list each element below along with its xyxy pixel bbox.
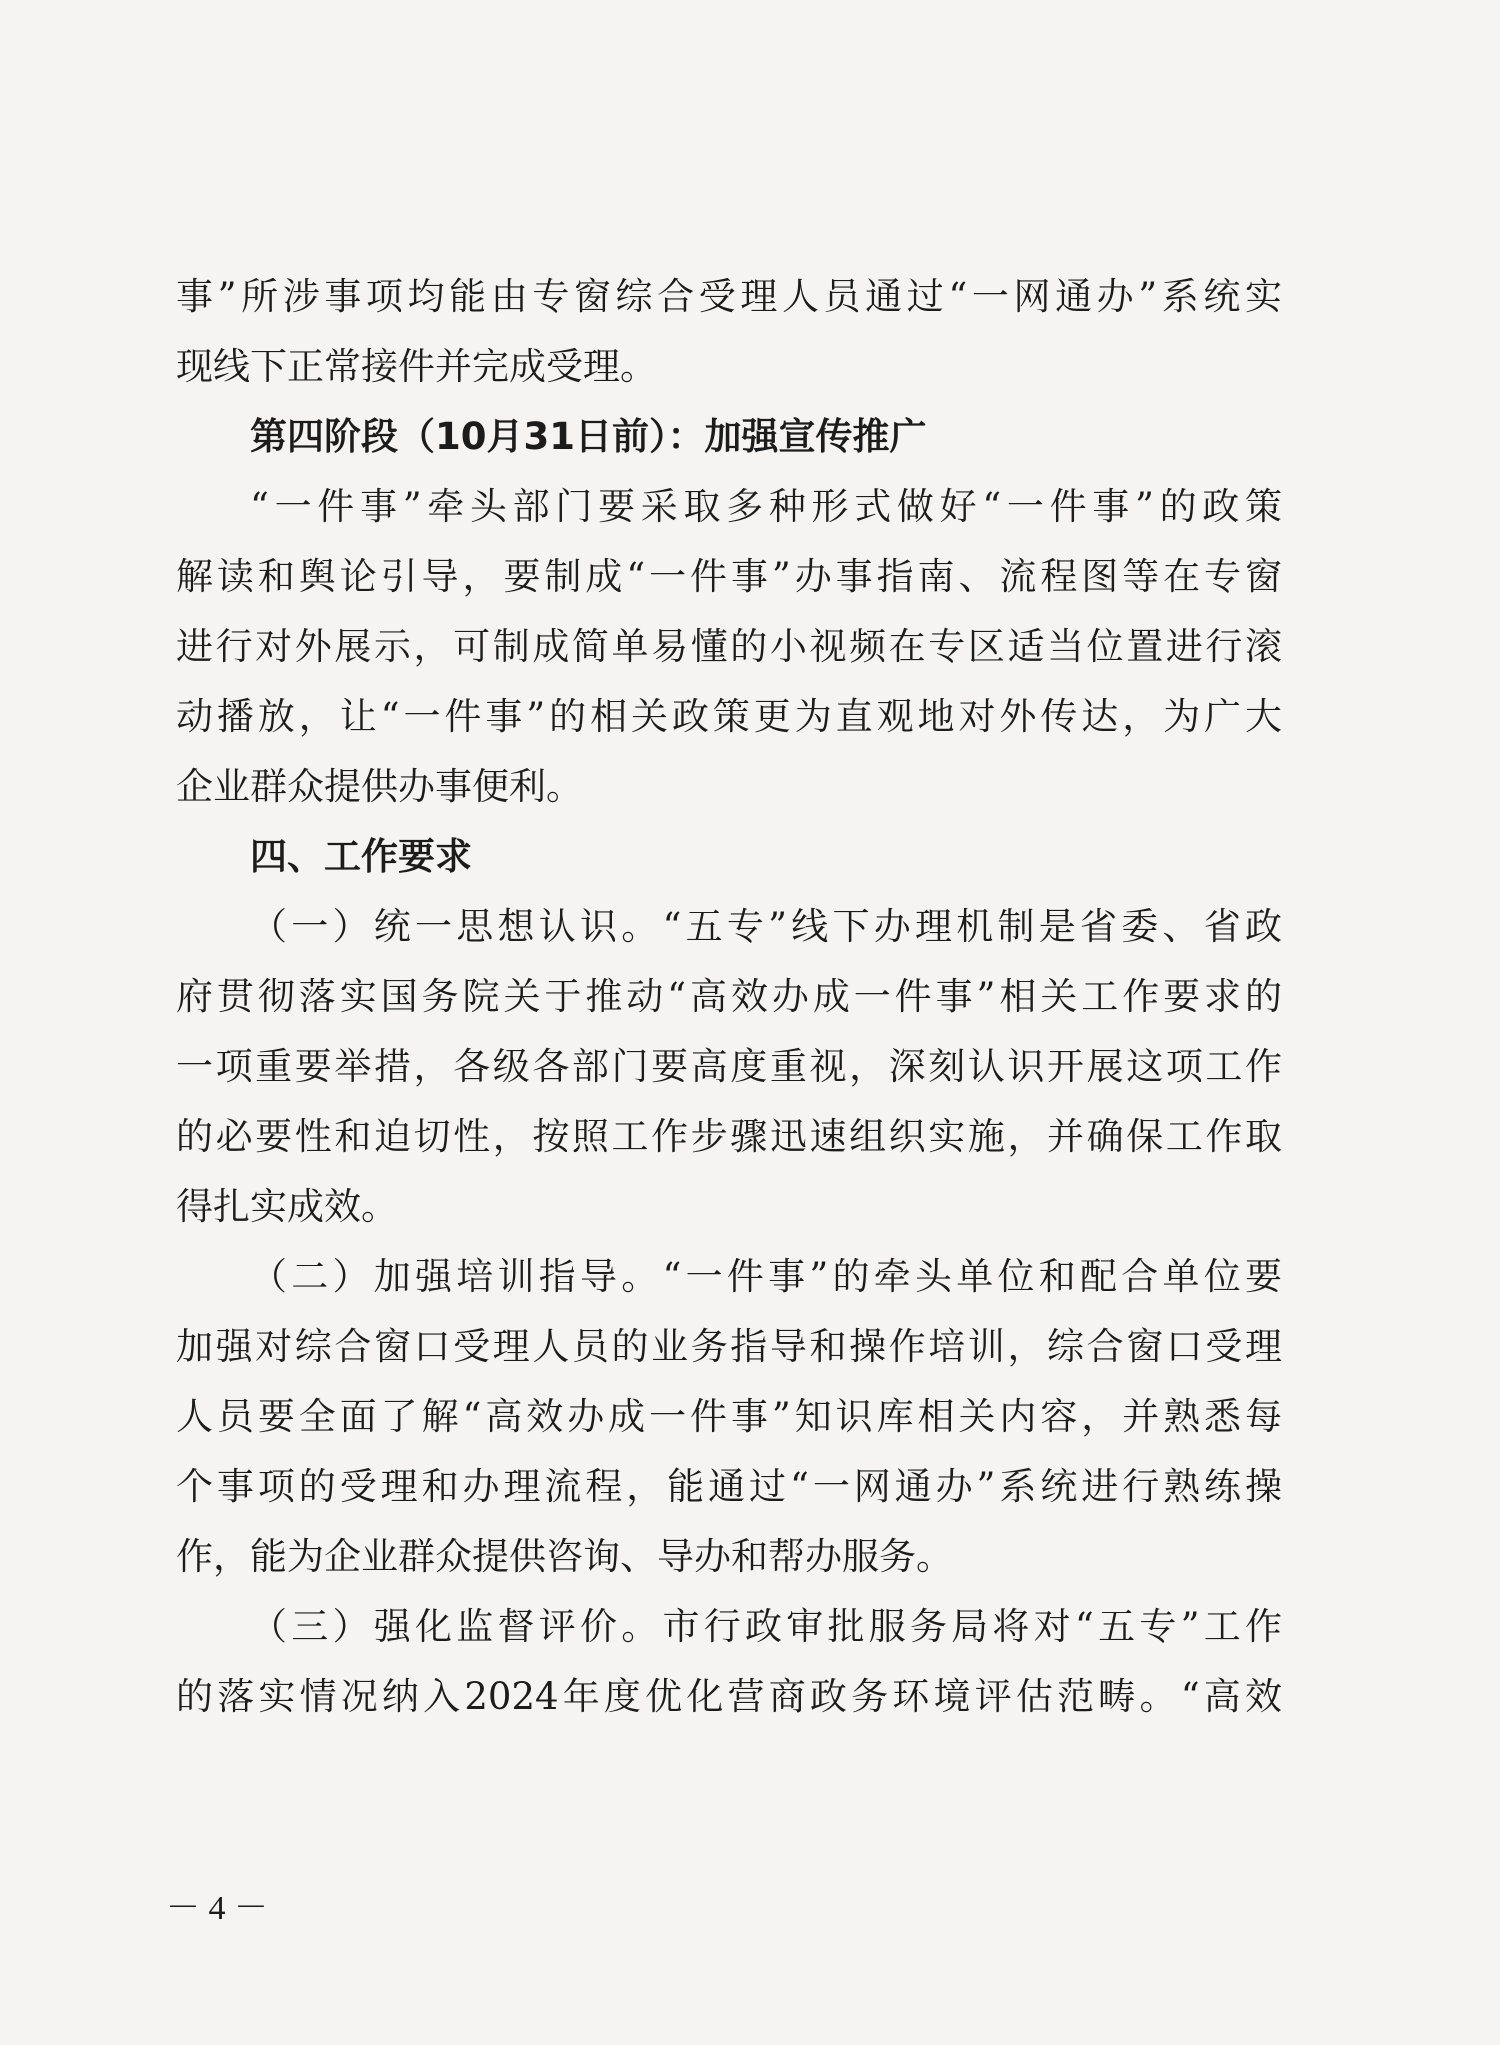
paragraph-line: 人员要全面了解“高效办成一件事”知识库相关内容，并熟悉每 [176, 1395, 1282, 1438]
section-heading: 四、工作要求 [250, 835, 472, 878]
document-body [176, 262, 1282, 1732]
paragraph-line: 事”所涉事项均能由专窗综合受理人员通过“一网通办”系统实 [176, 275, 1282, 318]
paragraph-line: 府贯彻落实国务院关于推动“高效办成一件事”相关工作要求的 [176, 975, 1282, 1018]
paragraph-line: （二）加强培训指导。“一件事”的牵头单位和配合单位要 [250, 1255, 1282, 1298]
paragraph-line: 一项重要举措，各级各部门要高度重视，深刻认识开展这项工作 [176, 1045, 1282, 1088]
paragraph-line: 作，能为企业群众提供咨询、导办和帮办服务。 [176, 1535, 953, 1578]
paragraph-line: 得扎实成效。 [176, 1185, 398, 1228]
paragraph-line: “一件事”牵头部门要采取多种形式做好“一件事”的政策 [250, 485, 1282, 528]
paragraph-line: 解读和舆论引导，要制成“一件事”办事指南、流程图等在专窗 [176, 555, 1282, 598]
paragraph-line: 企业群众提供办事便利。 [176, 765, 583, 808]
paragraph-line: 进行对外展示，可制成简单易懂的小视频在专区适当位置进行滚 [176, 625, 1282, 668]
paragraph-line: （一）统一思想认识。“五专”线下办理机制是省委、省政 [250, 905, 1282, 948]
paragraph-line: 的必要性和迫切性，按照工作步骤迅速组织实施，并确保工作取 [176, 1115, 1282, 1158]
paragraph-line: 加强对综合窗口受理人员的业务指导和操作培训，综合窗口受理 [176, 1325, 1282, 1368]
paragraph-line: 的落实情况纳入2024年度优化营商政务环境评估范畴。“高效 [176, 1675, 1282, 1718]
paragraph-line: 动播放，让“一件事”的相关政策更为直观地对外传达，为广大 [176, 695, 1282, 738]
paragraph-line: 现线下正常接件并完成受理。 [176, 345, 657, 388]
section-heading: 第四阶段（10月31日前）：加强宣传推广 [250, 415, 927, 458]
paragraph-line: 个事项的受理和办理流程，能通过“一网通办”系统进行熟练操 [176, 1465, 1282, 1508]
page-number: － 4 － [166, 1890, 268, 1927]
paragraph-line: （三）强化监督评价。市行政审批服务局将对“五专”工作 [250, 1605, 1282, 1648]
